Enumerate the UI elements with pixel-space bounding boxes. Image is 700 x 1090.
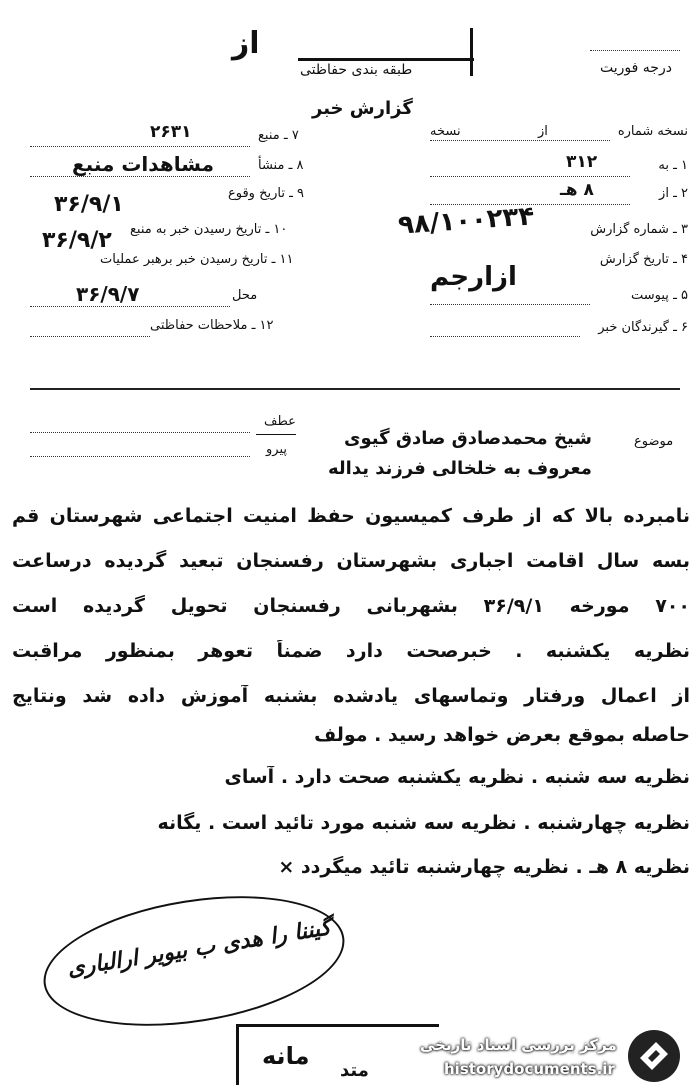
peyro-label: پیرو	[266, 442, 287, 457]
body-line-8: نظریه چهارشنبه . نظریه سه شنبه مورد تائید است . یگانه	[157, 812, 690, 834]
body-line-4: نظریه یکشنبه . خبرصحت دارد ضمناً تعوهر بمنظور مراقبت	[12, 640, 690, 662]
priority-dots	[590, 50, 680, 51]
classification-stamp	[232, 26, 260, 61]
signature-text: گیننا را هدی ب بیویر ارالباری	[65, 915, 333, 982]
bottom-note: متد	[340, 1060, 369, 1081]
copy-total-label: نسخه	[430, 124, 461, 139]
field-2-label: ۲ ـ از	[659, 186, 688, 201]
field-1-label: ۱ ـ به	[658, 158, 688, 173]
body-line-1: نامبرده بالا که از طرف کمیسیون حفظ امنیت اجتماعی شهرستان قم	[12, 505, 690, 527]
field-7-dots	[30, 146, 250, 147]
stamp-rule	[298, 58, 474, 61]
subject-line-1: شیخ محمدصادق صادق گیوی	[344, 428, 592, 449]
copy-of-label: از	[538, 124, 548, 139]
field-6-label: ۶ ـ گیرندگان خبر	[598, 320, 688, 335]
classification-label: طبقه بندی حفاظتی	[300, 62, 413, 78]
atf-label: عطف	[264, 414, 296, 429]
field-11-label: ۱۱ ـ تاریخ رسیدن خبر برهبر عملیات	[100, 252, 294, 267]
report-title: گزارش خبر	[312, 98, 413, 119]
body-line-7: نظریه سه شنبه . نظریه یکشنبه صحت دارد . آسای	[224, 766, 690, 788]
field-7-label: ۷ ـ منبع	[258, 128, 299, 143]
field-8-value: مشاهدات منبع	[72, 152, 214, 176]
field-12-label: ۱۲ ـ ملاحظات حفاظتی	[150, 318, 274, 333]
field-4-value: ازارجم	[430, 262, 517, 292]
priority-label: درجه فوریت	[600, 60, 672, 76]
field-5-dots	[430, 304, 590, 305]
copy-number-label: نسخه شماره	[617, 124, 688, 139]
section-divider	[30, 388, 680, 390]
field-6-dots	[430, 336, 580, 337]
field-8-dots	[30, 176, 250, 177]
field-10-value: ۳۶/۹/۲	[42, 228, 112, 253]
subject-label: موضوع	[634, 434, 674, 449]
bottom-handwriting: مانه	[262, 1042, 310, 1070]
field-7-value: ۲۶۳۱	[150, 122, 192, 142]
body-line-6: حاصله بموقع بعرض خواهد رسید . مولف	[314, 724, 690, 746]
body-line-9: نظریه ۸ هـ . نظریه چهارشنبه تائید میگردد ×	[278, 856, 690, 878]
field-2-value: ۸ هـ	[560, 180, 594, 200]
field-10-label: ۱۰ ـ تاریخ رسیدن خبر به منبع	[130, 222, 288, 237]
field-5-label: ۵ ـ پیوست	[631, 288, 688, 303]
atf-rule	[256, 434, 296, 435]
peyro-dots	[30, 456, 250, 457]
subject-line-2: معروف به خلخالی فرزند یداله	[328, 458, 592, 479]
field-4-label: ۴ ـ تاریخ گزارش	[599, 252, 688, 267]
field-11-value: ۳۶/۹/۷	[76, 282, 140, 306]
place-label: محل	[232, 288, 258, 303]
field-3-label: ۳ ـ شماره گزارش	[590, 222, 688, 237]
field-9-value: ۳۶/۹/۱	[54, 192, 124, 217]
place-dots	[30, 306, 230, 307]
stamp-vertical-bar	[470, 28, 473, 76]
field-1-value: ۳۱۲	[566, 152, 598, 172]
watermark-en: historydocuments.ir	[444, 1060, 615, 1078]
body-line-5: از اعمال ورفتار وتماسهای یادشده بشنبه آموزش داده شد ونتایج	[12, 685, 690, 707]
copy-dots	[430, 140, 610, 141]
body-line-2: بسه سال اقامت اجباری بشهرستان رفسنجان تبعید گردیده درساعت	[12, 550, 690, 572]
body-line-3: ۷۰۰ مورخه ۳۶/۹/۱ بشهربانی رفسنجان تحویل گردیده است	[12, 595, 690, 617]
watermark-fa: مرکز بررسی اسناد تاریخی	[420, 1036, 617, 1054]
atf-dots	[30, 432, 250, 433]
field-12-dots	[30, 336, 150, 337]
field-9-label: ۹ ـ تاریخ وقوع	[228, 186, 305, 201]
field-3-value: ۹۸/۱۰۰۲۳۴	[397, 201, 536, 241]
classification-value: از	[232, 26, 260, 61]
field-8-label: ۸ ـ منشأ	[258, 158, 304, 173]
field-1-dots	[430, 176, 630, 177]
watermark-logo-icon	[626, 1028, 682, 1088]
